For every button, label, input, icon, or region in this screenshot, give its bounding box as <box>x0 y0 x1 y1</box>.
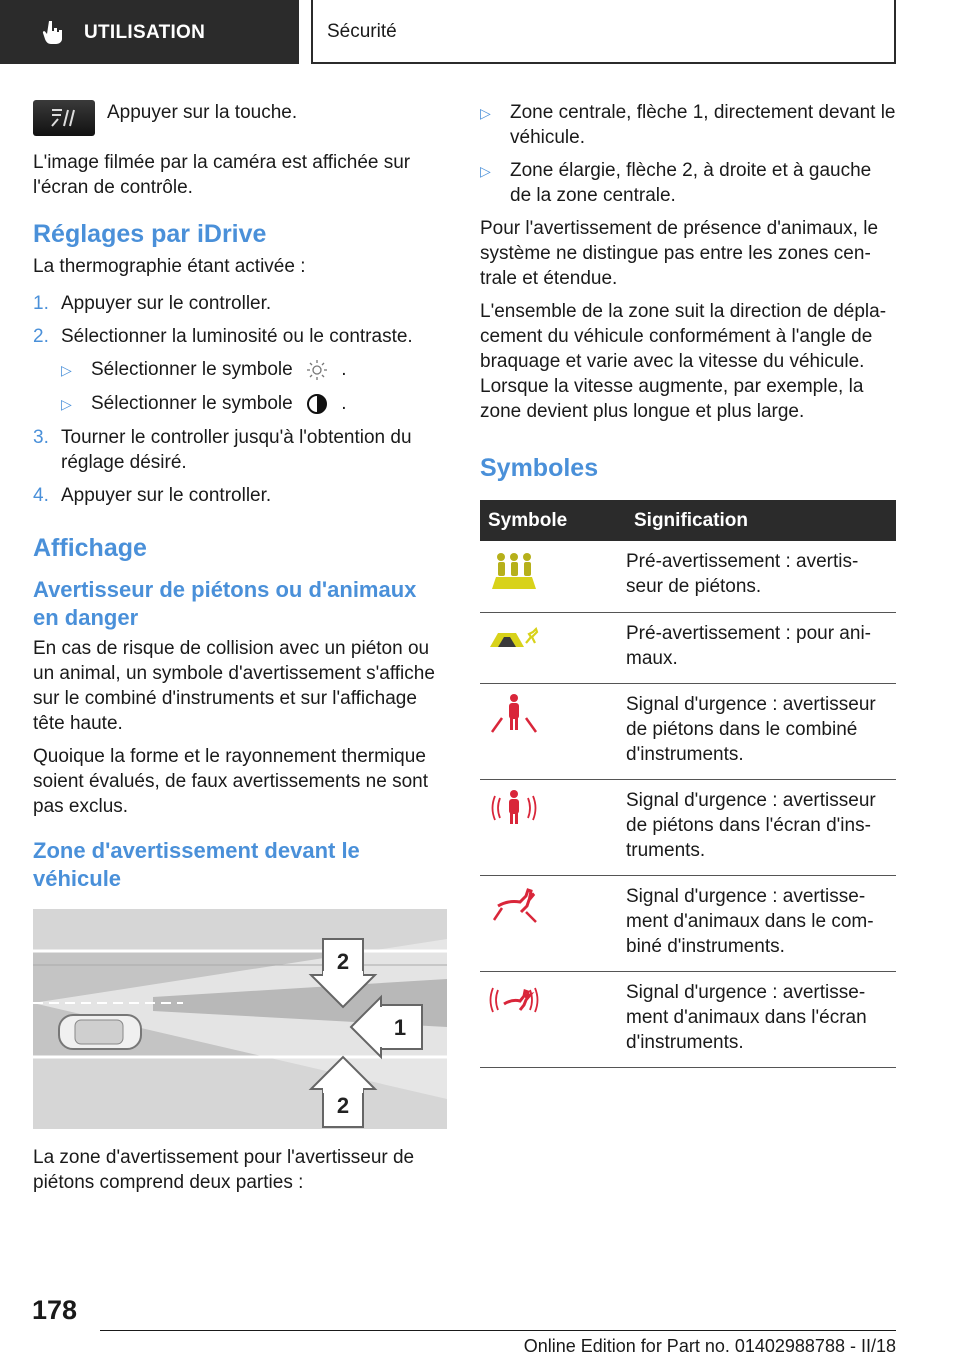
step-number: 2. <box>33 326 49 347</box>
contrast-icon <box>306 393 328 415</box>
arrow-label-bottom: 2 <box>336 1093 350 1118</box>
press-instruction: Appuyer sur la touche. <box>107 102 298 123</box>
sub-step-end: . <box>341 393 347 414</box>
table-row <box>480 876 896 972</box>
warning-heading: Avertisseur de piétons ou d'animaux en danger <box>33 577 417 630</box>
step-text: Appuyer sur le controller. <box>61 485 272 506</box>
col-header-meaning: Signification <box>626 500 896 541</box>
pedestrians-prewarning-icon <box>488 549 540 593</box>
bullet-triangle: ▷ <box>480 105 491 121</box>
bullet-triangle: ▷ <box>480 163 491 179</box>
step-number: 4. <box>33 485 49 506</box>
row-meaning: Signal d'urgence : avertisse-ment d'animaux dans le com-biné d'instruments. <box>626 876 896 972</box>
row-meaning: Signal d'urgence : avertisseur de piétons dans l'écran d'ins-truments. <box>626 780 896 876</box>
row-meaning: Pré-avertissement : avertis-seur de piétons. <box>626 541 896 613</box>
zone-follow-paragraph: L'ensemble de la zone suit la direction de dépla-cement du véhicule conformément à l'angle de braquage et varie avec la vitesse du véhicule. Lorsque la vitesse augmente, par exemple, la zone devient plus longue et plus large. <box>480 301 887 422</box>
step-number: 1. <box>33 293 49 314</box>
step-text: Tourner le controller jusqu'à l'obtention du réglage désiré. <box>61 427 412 473</box>
bullet-text: Zone centrale, flèche 1, directement devant le véhicule. <box>510 102 896 148</box>
table-header-row <box>480 500 896 541</box>
camera-button-row <box>33 100 447 136</box>
symbols-heading: Symboles <box>480 454 599 482</box>
subsection-tab <box>311 0 896 64</box>
row-meaning: Signal d'urgence : avertisseur de piétons dans le combiné d'instruments. <box>626 684 896 780</box>
section-label: UTILISATION <box>84 21 206 43</box>
row-meaning: Signal d'urgence : avertisse-ment d'animaux dans l'écran d'instruments. <box>626 972 896 1068</box>
pedestrian-urgent-cluster-icon <box>488 692 540 736</box>
sub-step-end: . <box>341 359 347 380</box>
idrive-intro: La thermographie étant activée : <box>33 256 306 277</box>
sub-step-brightness <box>33 357 447 383</box>
bullet-central-zone <box>480 100 896 150</box>
brightness-sun-icon <box>306 359 328 381</box>
section-tab <box>0 0 299 64</box>
sub-step-text: Sélectionner le symbole <box>91 359 293 380</box>
table-row <box>480 684 896 780</box>
table-row <box>480 780 896 876</box>
bullet-triangle: ▷ <box>61 362 72 378</box>
step-text: Sélectionner la luminosité ou le contraste. <box>61 326 413 347</box>
bullet-triangle: ▷ <box>61 396 72 412</box>
sub-step-contrast <box>33 391 447 417</box>
arrow-label-mid: 1 <box>393 1015 407 1040</box>
zone-diagram-svg <box>33 909 447 1129</box>
animal-prewarning-icon <box>488 621 540 651</box>
page-header <box>0 0 960 66</box>
affichage-heading: Affichage <box>33 534 147 562</box>
warning-paragraph-1: En cas de risque de collision avec un piéton ou un animal, un symbole d'avertissement s'affiche sur le combiné d'instruments et sur l'affichage tête haute. <box>33 638 435 734</box>
sub-step-text: Sélectionner le symbole <box>91 393 293 414</box>
step-number: 3. <box>33 427 49 448</box>
zone-description: La zone d'avertissement pour l'avertisseur de piétons comprend deux parties : <box>33 1147 415 1193</box>
right-column <box>480 100 896 1068</box>
table-row <box>480 972 896 1068</box>
table-row <box>480 613 896 684</box>
edition-text: Online Edition for Part no. 01402988788 - II/18 <box>523 1336 896 1356</box>
step-1 <box>33 291 447 316</box>
step-3 <box>33 425 447 475</box>
bullet-text: Zone élargie, flèche 2, à droite et à gauche de la zone centrale. <box>510 160 872 206</box>
camera-text: L'image filmée par la caméra est affichée sur l'écran de contrôle. <box>33 152 411 198</box>
page-number: 178 <box>32 1295 78 1325</box>
arrow-label-top: 2 <box>336 949 350 974</box>
warning-zone-diagram <box>33 909 447 1129</box>
step-2 <box>33 324 447 349</box>
left-column <box>33 100 447 1203</box>
step-4 <box>33 483 447 508</box>
night-vision-icon <box>48 106 80 130</box>
animal-paragraph: Pour l'avertissement de présence d'animaux, le système ne distingue pas entre les zones cen-trale et étendue. <box>480 218 879 289</box>
hand-pointer-icon <box>40 19 66 45</box>
zone-heading: Zone d'avertissement devant le véhicule <box>33 838 360 891</box>
step-text: Appuyer sur le controller. <box>61 293 272 314</box>
animal-urgent-screen-icon <box>488 980 540 1020</box>
symbols-table <box>480 500 896 1068</box>
row-meaning: Pré-avertissement : pour ani-maux. <box>626 613 896 684</box>
warning-paragraph-2: Quoique la forme et le rayonnement thermique soient évalués, de faux avertissements ne sont pas exclus. <box>33 746 429 817</box>
pedestrian-urgent-screen-icon <box>488 788 540 828</box>
bullet-extended-zone <box>480 158 896 208</box>
table-row <box>480 541 896 613</box>
idrive-heading: Réglages par iDrive <box>33 220 267 248</box>
col-header-symbol: Symbole <box>480 500 626 541</box>
night-vision-button-image <box>33 100 95 136</box>
animal-urgent-cluster-icon <box>488 884 540 924</box>
footer-divider <box>100 1330 896 1331</box>
subsection-label: Sécurité <box>327 20 397 42</box>
